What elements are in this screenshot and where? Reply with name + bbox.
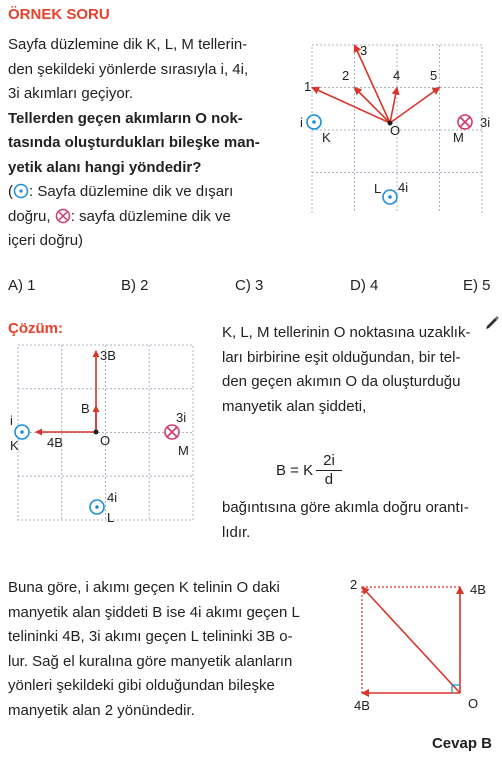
solution-line: den geçen akımın O da oluşturduğu (222, 373, 461, 390)
option-c[interactable]: C) 3 (235, 277, 264, 294)
solution-conclusion (8, 576, 326, 723)
arrow-2 (355, 88, 391, 124)
solution-line: manyetik alan şiddeti, (222, 397, 367, 415)
point-O-label: O (390, 123, 401, 138)
question-line: 3i akımları geçiyor. (8, 85, 134, 102)
formula-lhs: B = K (276, 462, 314, 479)
current-M-label: 3i (176, 410, 187, 425)
option-b[interactable]: B) 2 (121, 277, 149, 294)
vector-label-4B-bottom: 4B (354, 698, 370, 713)
vector-label: 4B (47, 435, 63, 450)
vector-label: 3B (100, 348, 116, 363)
wire-M-label: M (178, 443, 189, 458)
legend-line-3: içeri doğru) (8, 232, 84, 249)
option-d[interactable]: D) 4 (350, 277, 379, 294)
arrow-4 (390, 88, 397, 124)
figure-wires-question (290, 38, 500, 213)
legend-line-2: doğru, : sayfa düzlemine dik ve (8, 207, 231, 225)
conclusion-line: manyetik alan 2 yönündedir. (8, 701, 195, 719)
question-line: Sayfa düzlemine dik K, L, M tellerin- (8, 36, 248, 53)
solution-explanation (222, 321, 500, 419)
answer-label: Cevap B (431, 735, 492, 752)
wire-K-label: K (322, 130, 331, 145)
option-e[interactable]: E) 5 (463, 277, 491, 294)
wire-L-icon (383, 190, 397, 204)
question-bold-line: yetik alanı hangi yöndedir? (8, 158, 202, 176)
vector-label-4B-top: 4B (470, 582, 486, 597)
solution-line: bağıntısına göre akımla doğru orantı- (222, 499, 469, 516)
arrow-1 (312, 88, 390, 124)
arrow-label: 3 (360, 43, 368, 58)
arrow-label: 1 (304, 79, 312, 94)
figure-field-vectors (6, 340, 211, 525)
solution-line: K, L, M tellerinin O noktasına uzaklık- (222, 324, 471, 341)
formula (276, 452, 342, 489)
wire-K-icon (307, 115, 321, 129)
wire-M-icon (458, 115, 472, 129)
wire-L-icon (90, 500, 104, 514)
arrow-label: 2 (342, 68, 350, 83)
wire-K-icon (15, 425, 29, 439)
legend-line-1: ( : Sayfa düzlemine dik ve dışarı (8, 183, 234, 200)
solution-line: lıdır. (222, 523, 251, 541)
solution-heading: Çözüm: (8, 320, 63, 337)
current-K-label: i (300, 115, 303, 130)
arrow-label: 4 (393, 68, 401, 83)
question-line: den şekildeki yönlerde sırasıyla i, 4i, (8, 60, 249, 78)
vector-label: B (81, 401, 90, 416)
current-M-label: 3i (480, 115, 491, 130)
arrow-label: 5 (430, 68, 438, 83)
direction-label-2: 2 (350, 577, 358, 592)
solution-after-formula (222, 496, 500, 545)
figure-resultant (340, 575, 500, 715)
question-text (8, 33, 278, 254)
conclusion-line: lur. Sağ el kuralına göre manyetik alanların (8, 652, 293, 670)
point-O-label: O (468, 696, 479, 711)
current-L-label: 4i (107, 490, 118, 505)
question-bold-line: Tellerden geçen akımların O nok- (8, 109, 243, 127)
solution-line: ları birbirine eşit olduğundan, bir tel- (222, 348, 461, 366)
direction-arrows (312, 45, 440, 123)
current-L-label: 4i (398, 180, 409, 195)
out-of-page-icon (13, 183, 29, 199)
conclusion-line: Buna göre, i akımı geçen K telinin O daki (8, 579, 280, 596)
conclusion-line: yönleri şekildeki gibi olduğundan bileşke (8, 677, 275, 694)
point-O-label: O (100, 433, 111, 448)
wire-L-label: L (107, 510, 115, 525)
formula-numerator: 2i (316, 452, 342, 471)
point-O-dot (94, 430, 99, 435)
wire-M-icon (165, 425, 179, 439)
question-bold-line: tasında oluşturdukları bileşke man- (8, 134, 260, 151)
example-heading: ÖRNEK SORU (8, 6, 110, 23)
vector-resultant (362, 587, 460, 693)
option-a[interactable]: A) 1 (8, 277, 36, 294)
formula-fraction (316, 452, 342, 489)
conclusion-line: telininki 4B, 3i akımı geçen L telininki 3B o- (8, 628, 293, 645)
formula-denominator: d (324, 471, 334, 488)
wire-K-label: K (10, 438, 19, 453)
conclusion-line: manyetik alan şiddeti B ise 4i akımı geçen L (8, 603, 300, 621)
wire-L-label: L (374, 181, 382, 196)
into-page-icon (55, 208, 71, 224)
current-K-label: i (10, 413, 13, 428)
wire-M-label: M (453, 130, 464, 145)
